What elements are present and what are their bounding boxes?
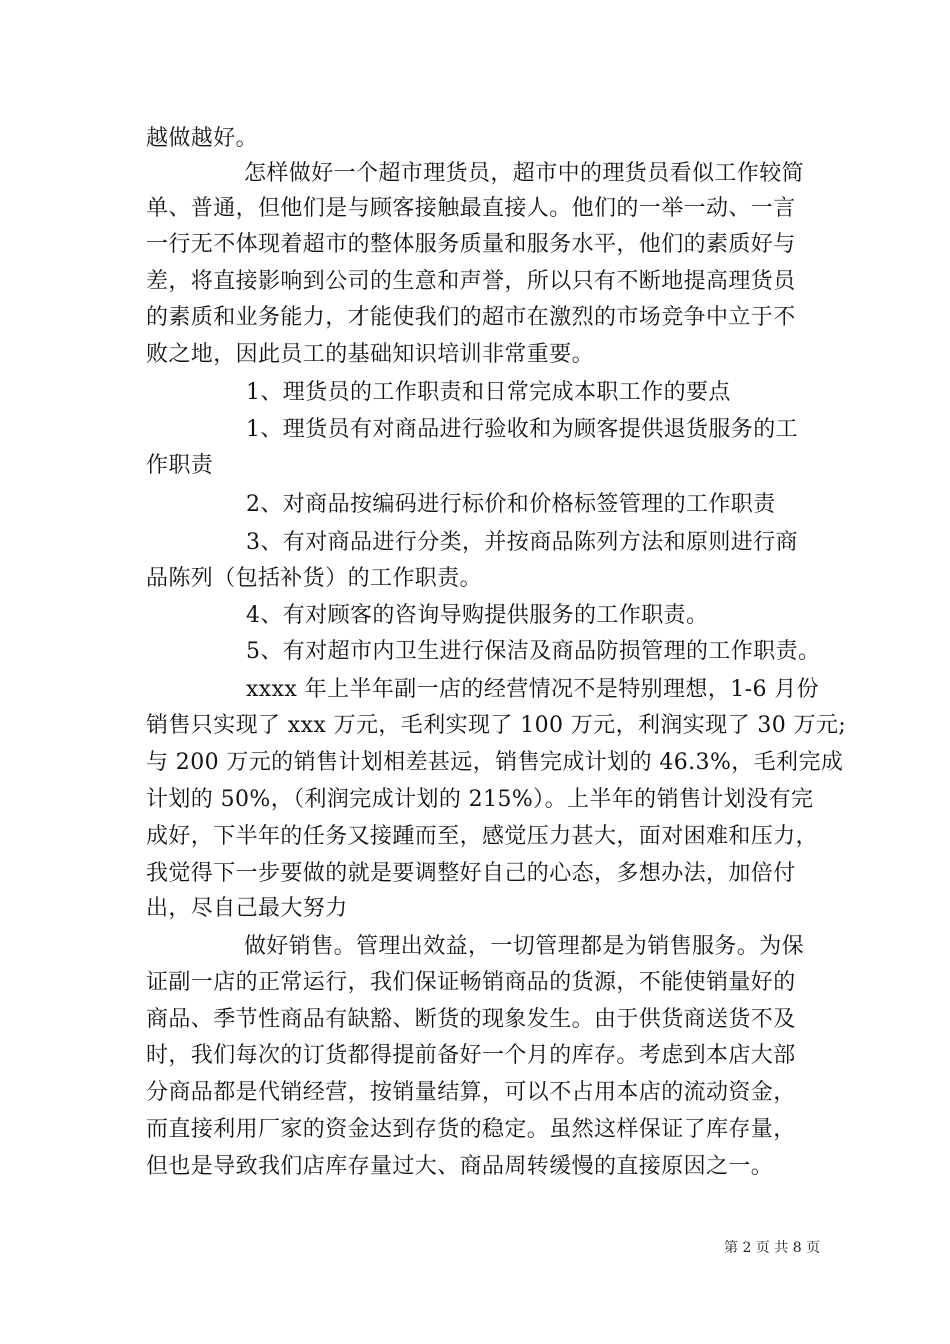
paragraph-first-line: 做好销售。管理出效益，一切管理都是为销售服务。为保 [244,934,805,959]
paragraph-first-line: xxxx 年上半年副一店的经营情况不是特别理想，1-6 月份 [246,677,820,702]
text-line: 一行无不体现着超市的整体服务质量和服务水平，他们的素质好与 [146,232,796,257]
list-item: 1、理货员有对商品进行验收和为顾客提供退货服务的工 [246,417,798,442]
text-line: 时，我们每次的订货都得提前备好一个月的库存。考虑到本店大部 [146,1043,796,1068]
text-line: 出，尽自己最大努力 [146,896,348,921]
text-line: 与 200 万元的销售计划相差甚远，销售完成计划的 46.3%，毛利完成 [146,750,844,775]
text-line: 越做越好。 [146,126,259,151]
text-line: 败之地，因此员工的基础知识培训非常重要。 [146,342,595,367]
text-line: 计划的 50%，（利润完成计划的 215%）。上半年的销售计划没有完 [146,787,814,812]
text-line: 作职责 [146,453,214,478]
text-line: 单、普通，但他们是与顾客接触最直接人。他们的一举一动、一言 [146,196,796,221]
text-line: 成好，下半年的任务又接踵而至，感觉压力甚大，面对困难和压力， [146,824,819,849]
text-line: 分商品都是代销经营，按销量结算，可以不占用本店的流动资金， [146,1080,796,1105]
page-number-footer: 第 2 页 共 8 页 [724,1240,821,1256]
paragraph-first-line: 怎样做好一个超市理货员，超市中的理货员看似工作较简 [244,161,805,186]
text-line: 的素质和业务能力，才能使我们的超市在激烈的市场竞争中立于不 [146,305,796,330]
text-line: 销售只实现了 xxx 万元，毛利实现了 100 万元，利润实现了 30 万元; [146,713,847,738]
text-line: 商品、季节性商品有缺豁、断货的现象发生。由于供货商送货不及 [146,1007,796,1032]
section-heading: 1、理货员的工作职责和日常完成本职工作的要点 [246,380,731,405]
list-item: 4、有对顾客的咨询导购提供服务的工作职责。 [246,603,709,628]
text-line: 我觉得下一步要做的就是要调整好自己的心态，多想办法，加倍付 [146,861,796,886]
text-line: 但也是导致我们店库存量过大、商品周转缓慢的直接原因之一。 [146,1154,774,1179]
text-line: 证副一店的正常运行，我们保证畅销商品的货源，不能使销量好的 [146,970,796,995]
list-item: 2、对商品按编码进行标价和价格标签管理的工作职责 [246,492,776,517]
text-line: 品陈列（包括补货）的工作职责。 [146,566,483,591]
text-line: 差，将直接影响到公司的生意和声誉，所以只有不断地提高理货员 [146,269,796,294]
text-line: 而直接利用厂家的资金达到存货的稳定。虽然这样保证了库存量， [146,1117,796,1142]
list-item: 5、有对超市内卫生进行保洁及商品防损管理的工作职责。 [246,639,821,664]
list-item: 3、有对商品进行分类，并按商品陈列方法和原则进行商 [246,530,798,555]
